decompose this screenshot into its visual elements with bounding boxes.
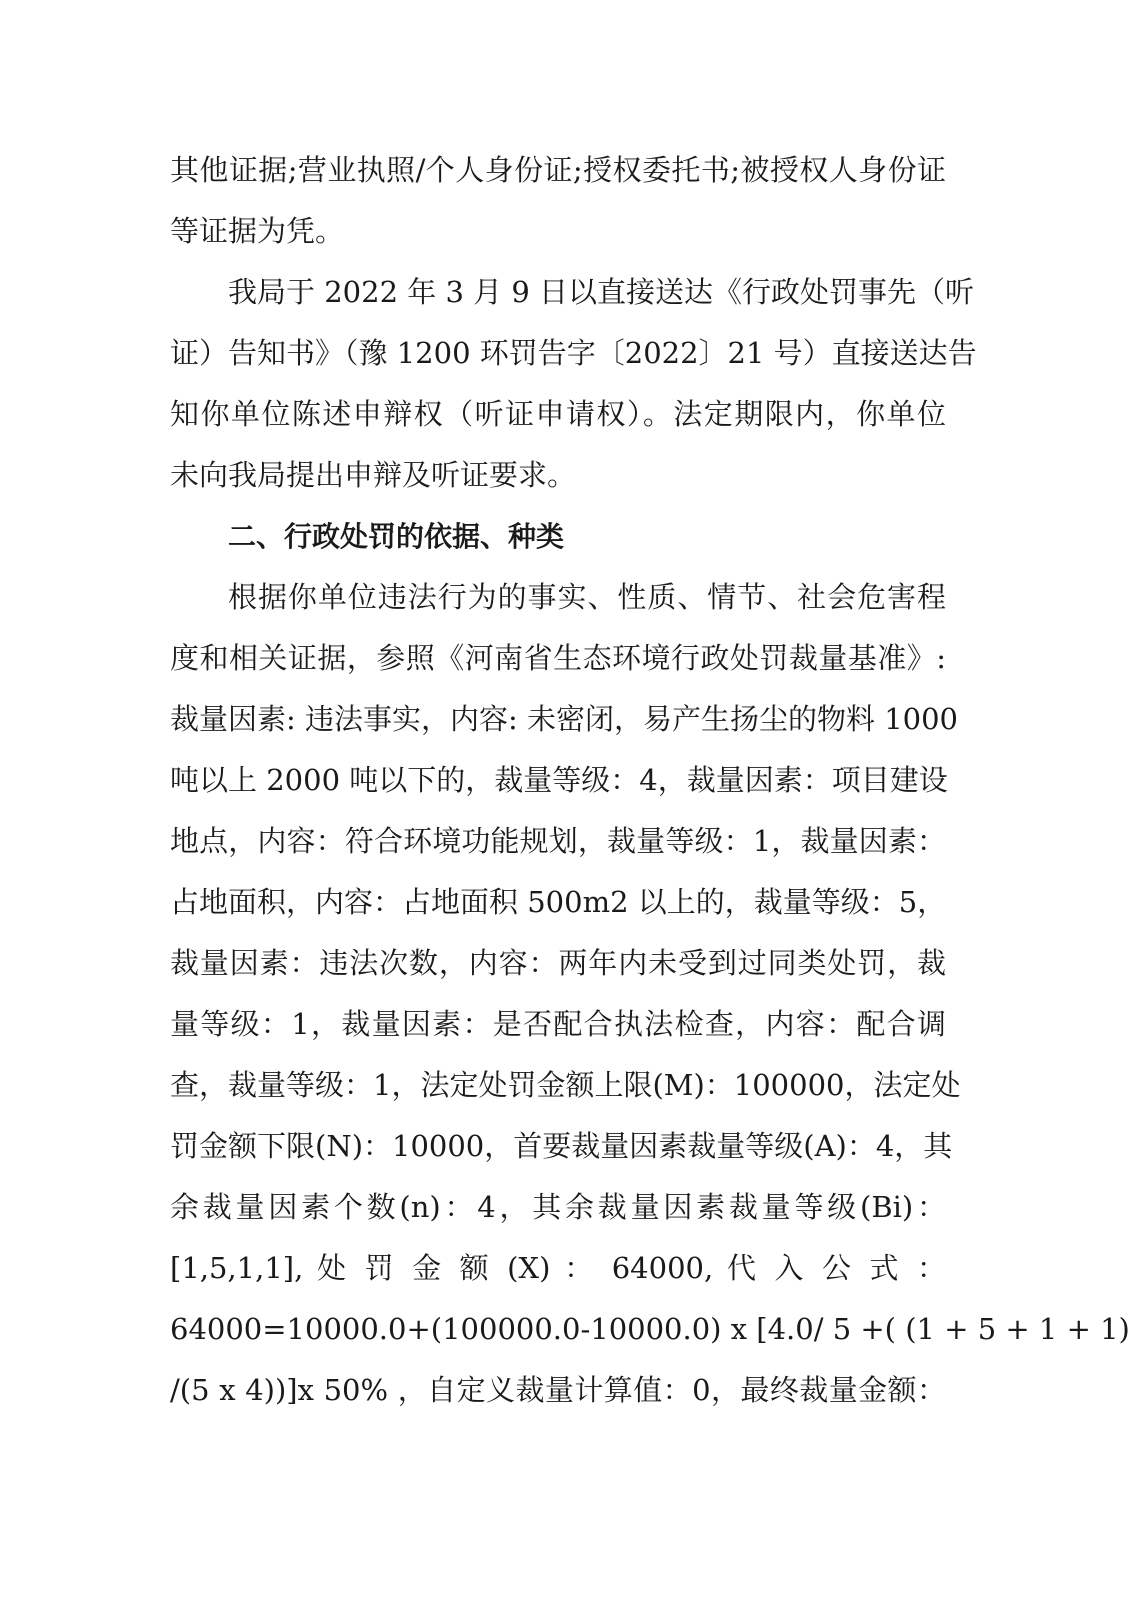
- text-line: 根据你单位违法行为的事实、性质、情节、社会危害程: [228, 580, 946, 614]
- text-line: 查，裁量等级：1，法定处罚金额上限(M)：100000，法定处: [170, 1068, 961, 1102]
- text-line: 地点，内容：符合环境功能规划，裁量等级：1，裁量因素：: [170, 824, 946, 858]
- text-line: 余裁量因素个数(n)：4，其余裁量因素裁量等级(Bi)：: [170, 1190, 946, 1224]
- text-line: 罚金额下限(N)：10000，首要裁量因素裁量等级(A)：4，其: [170, 1129, 953, 1163]
- text-line: 64000=10000.0+(100000.0-10000.0) x [4.0/ 5 +( (1 + 5 + 1 + 1): [170, 1312, 1130, 1346]
- text-line: 我局于 2022 年 3 月 9 日以直接送达《行政处罚事先（听: [228, 275, 975, 309]
- text-line: 知你单位陈述申辩权（听证申请权）。法定期限内，你单位: [170, 397, 946, 431]
- text-line: 吨以上 2000 吨以下的，裁量等级：4，裁量因素：项目建设: [170, 763, 948, 797]
- text-line: 等证据为凭。: [170, 214, 345, 248]
- text-line: 量等级：1，裁量因素：是否配合执法检查，内容：配合调: [170, 1007, 946, 1041]
- section-heading: 二、行政处罚的依据、种类: [228, 520, 565, 553]
- text-line: 未向我局提出申辩及听证要求。: [170, 458, 577, 492]
- document-page: [170, 140, 1130, 1421]
- text-line: [1,5,1,1], 处 罚 金 额 (X) ： 64000, 代 入 公 式 ：: [170, 1251, 946, 1285]
- text-line: 度和相关证据，参照《河南省生态环境行政处罚裁量基准》:: [170, 641, 946, 675]
- text-line: 证）告知书》（豫 1200 环罚告字〔2022〕21 号）直接送达告: [170, 336, 977, 370]
- text-line: 其他证据;营业执照/个人身份证;授权委托书;被授权人身份证: [170, 153, 946, 187]
- text-line: 占地面积，内容：占地面积 500m2 以上的，裁量等级：5，: [170, 885, 947, 919]
- text-line: 裁量因素：违法次数，内容：两年内未受到过同类处罚，裁: [170, 946, 946, 980]
- text-line: 裁量因素: 违法事实，内容: 未密闭，易产生扬尘的物料 1000: [170, 702, 958, 736]
- text-line: /(5 x 4))]x 50% ，自定义裁量计算值：0，最终裁量金额：: [170, 1373, 946, 1407]
